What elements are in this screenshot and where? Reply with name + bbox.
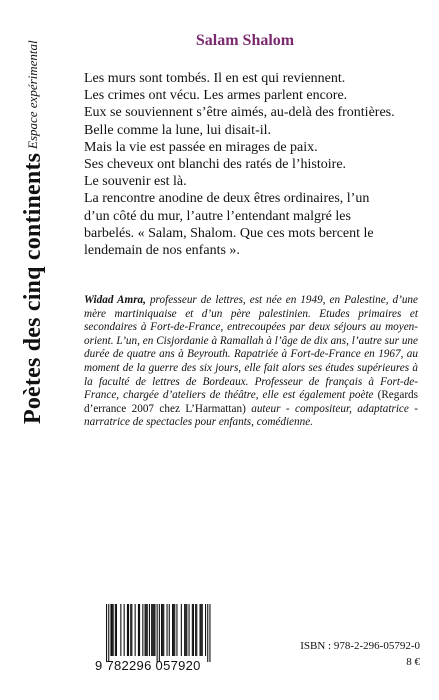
barcode-bar: [110, 604, 111, 656]
book-title: Salam Shalom: [195, 32, 295, 49]
barcode-bar: [163, 604, 164, 656]
bio-text-end: auteur - compositeur, adaptatrice - narratrice de spectacles pour enfants, comédienne.: [84, 402, 418, 429]
barcode-bar: [135, 604, 136, 656]
barcode-bar: [106, 604, 107, 662]
barcode-digits: 9 782296 057920: [95, 658, 201, 673]
barcode-bar: [184, 604, 185, 656]
barcode-bar: [193, 604, 194, 656]
barcode-bar: [139, 604, 140, 656]
barcode-bar: [157, 604, 158, 662]
barcode-bar: [181, 604, 182, 656]
barcode-bars: [95, 602, 219, 662]
series-subtitle: Espace expérimental: [25, 40, 40, 149]
barcode-bar: [108, 604, 109, 662]
barcode-bar: [142, 604, 143, 656]
bio-publication: (Regards d’errance 2007 chez L’Harmattan): [84, 389, 418, 415]
barcode-bar: [115, 604, 116, 656]
barcode-bar: [185, 604, 186, 656]
poem-line: Les murs sont tombés. Il en est qui reviennent.: [84, 71, 346, 86]
poem-line: Le souvenir est là.: [84, 174, 187, 190]
barcode-bar: [207, 604, 208, 662]
barcode-bar: [209, 604, 210, 662]
barcode-bar: [172, 604, 173, 656]
barcode-bar: [130, 604, 131, 656]
poem-line: d’un côté du mur, l’autre l’entendant malgré les: [84, 208, 351, 224]
barcode-bar: [189, 604, 190, 656]
spine-title: [20, 40, 50, 600]
poem-line: barbelés. « Salam, Shalom. Que ces mots bercent le: [84, 225, 374, 241]
poem-line: La rencontre anodine de deux êtres ordinaires, l’un: [84, 191, 370, 207]
barcode-bar: [131, 604, 132, 656]
barcode-bar: [169, 604, 170, 656]
bio-text: professeur de lettres, est née en 1949, en Palestine, d’une mère martiniquaise et d’un père palestinien. Etudes primaires et secondaires à Fort-de-France, entrecoupées par deux séjours au moyen-orient. L’un, en Cisjordanie à Ramallah à l’âge de dix ans, l’autre sur une durée de quatre ans à Beyrouth. Rapatriée à Fort-de-France en 1967, au moment de la guerre des six jours, elle fait alors ses études supérieures à la faculté de lettres de Bordeaux. Professeur de français à Fort-de-France, chargée d’ateliers de théâtre, elle est également poète: [84, 294, 418, 402]
barcode-bar: [161, 604, 162, 656]
barcode-bar: [128, 604, 129, 656]
poem: [84, 70, 414, 259]
barcode-bar: [154, 604, 155, 656]
barcode-bar: [120, 604, 121, 656]
series-title: Poètes des cinq continents: [20, 152, 46, 424]
barcode-bar: [173, 604, 174, 656]
poem-line: Mais la vie est passée en mirages de paix.: [84, 139, 318, 155]
barcode-bar: [113, 604, 114, 656]
barcode-bar: [176, 604, 177, 656]
barcode-bar: [195, 604, 196, 656]
poem-line: Ses cheveux ont blanchi des ratés de l’histoire.: [84, 157, 347, 173]
barcode-bar: [127, 604, 128, 656]
barcode-bar: [151, 604, 152, 656]
barcode-bar: [205, 604, 206, 656]
barcode-bar: [147, 604, 148, 656]
barcode-bar: [146, 604, 147, 656]
barcode-bar: [186, 604, 187, 656]
author-name: Widad Amra,: [84, 294, 146, 306]
barcode-bar: [200, 604, 201, 656]
barcode: [95, 602, 219, 682]
author-bio: [84, 294, 418, 430]
poem-line: Belle comme la lune, lui disait-il.: [84, 122, 272, 138]
isbn: ISBN : 978-2-296-05792-0: [300, 640, 420, 652]
barcode-bar: [202, 604, 203, 656]
barcode-bar: [116, 604, 117, 656]
barcode-bar: [192, 604, 193, 656]
barcode-bar: [167, 604, 168, 656]
poem-line: lendemain de nos enfants ».: [84, 243, 240, 259]
barcode-bar: [152, 604, 153, 656]
barcode-bar: [201, 604, 202, 656]
barcode-bar: [124, 604, 125, 656]
barcode-bar: [153, 604, 154, 656]
barcode-bar: [162, 604, 163, 656]
barcode-bar: [196, 604, 197, 656]
barcode-bar: [145, 604, 146, 656]
poem-line: Eux se souviennent s’être aimés, au-delà des frontières.: [84, 105, 395, 121]
barcode-bar: [138, 604, 139, 656]
barcode-bar: [159, 604, 160, 662]
barcode-bar: [149, 604, 150, 656]
price: 8 €: [406, 656, 420, 668]
barcode-bar: [174, 604, 175, 656]
poem-line: Les crimes ont vécu. Les armes parlent encore.: [84, 88, 348, 104]
barcode-bar: [112, 604, 113, 656]
